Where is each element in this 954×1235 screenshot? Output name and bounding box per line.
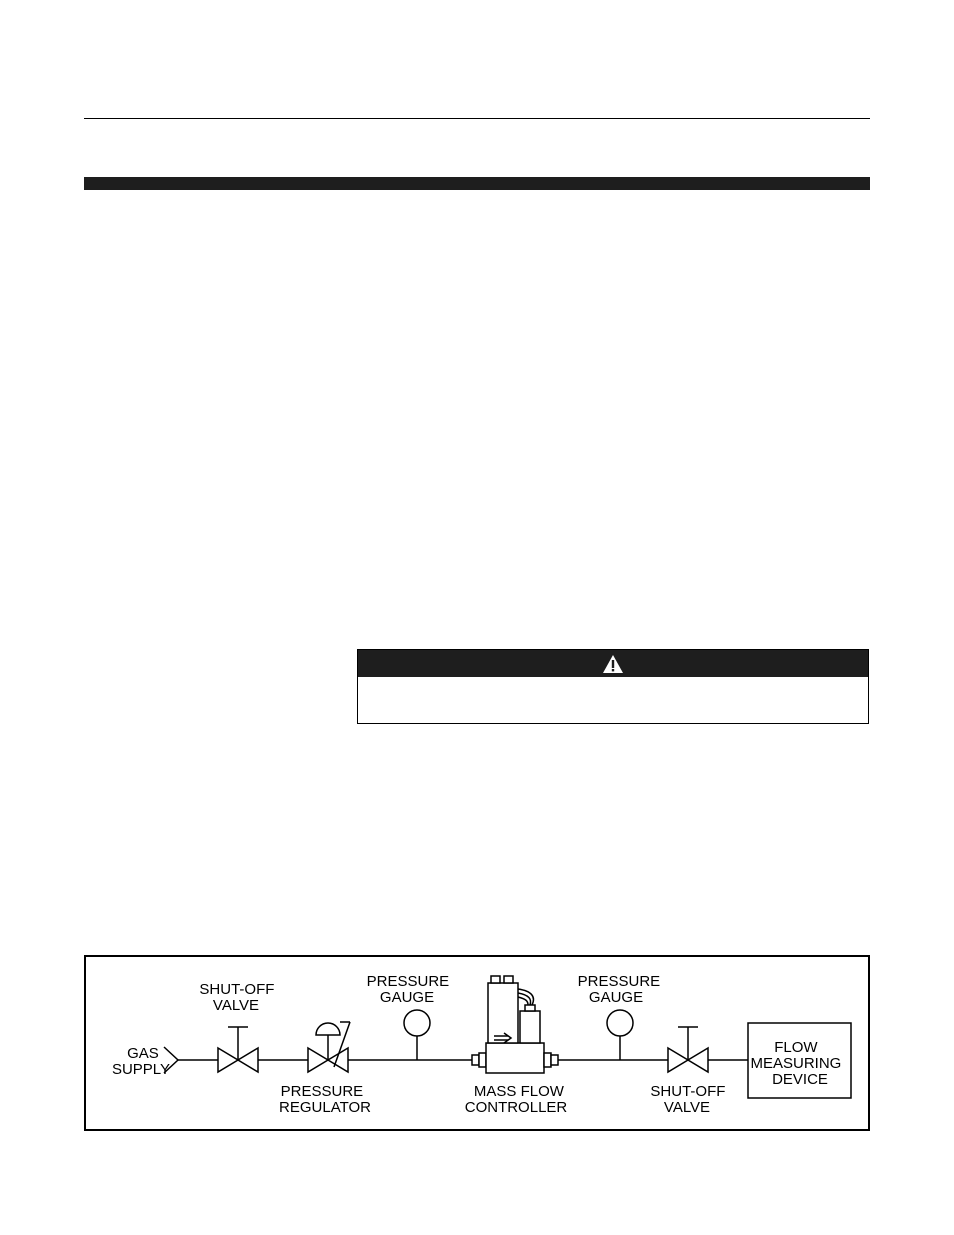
- gas-flow-diagram: [84, 955, 870, 1131]
- warning-box: [357, 649, 869, 724]
- mass-flow-controller-icon: [472, 976, 558, 1073]
- pressure-regulator-icon: [308, 1022, 350, 1072]
- diagram-canvas: [84, 955, 870, 1131]
- label-shutoff-valve-2: SHUT-OFF VALVE: [650, 1083, 726, 1116]
- label-pressure-regulator: PRESSURE REGULATOR: [279, 1083, 371, 1116]
- label-flow-measuring-device: FLOW MEASURING DEVICE: [750, 1039, 842, 1088]
- label-shutoff-valve-1: SHUT-OFF VALVE: [199, 981, 275, 1014]
- pressure-gauge-2-icon: [607, 1010, 633, 1060]
- label-pressure-gauge-1: PRESSURE GAUGE: [366, 973, 450, 1006]
- shutoff-valve-1-icon: [218, 1027, 258, 1072]
- label-pressure-gauge-2: PRESSURE GAUGE: [577, 973, 661, 1006]
- label-gas-supply: GAS SUPPLY: [111, 1045, 171, 1078]
- warning-header: [358, 650, 868, 677]
- warning-text: [358, 677, 868, 703]
- section-bar: [84, 177, 870, 190]
- label-mass-flow-controller: MASS FLOW CONTROLLER: [464, 1083, 568, 1116]
- header-rule: [84, 118, 870, 119]
- pressure-gauge-1-icon: [404, 1010, 430, 1060]
- warning-triangle-icon: [602, 654, 624, 674]
- shutoff-valve-2-icon: [668, 1027, 708, 1072]
